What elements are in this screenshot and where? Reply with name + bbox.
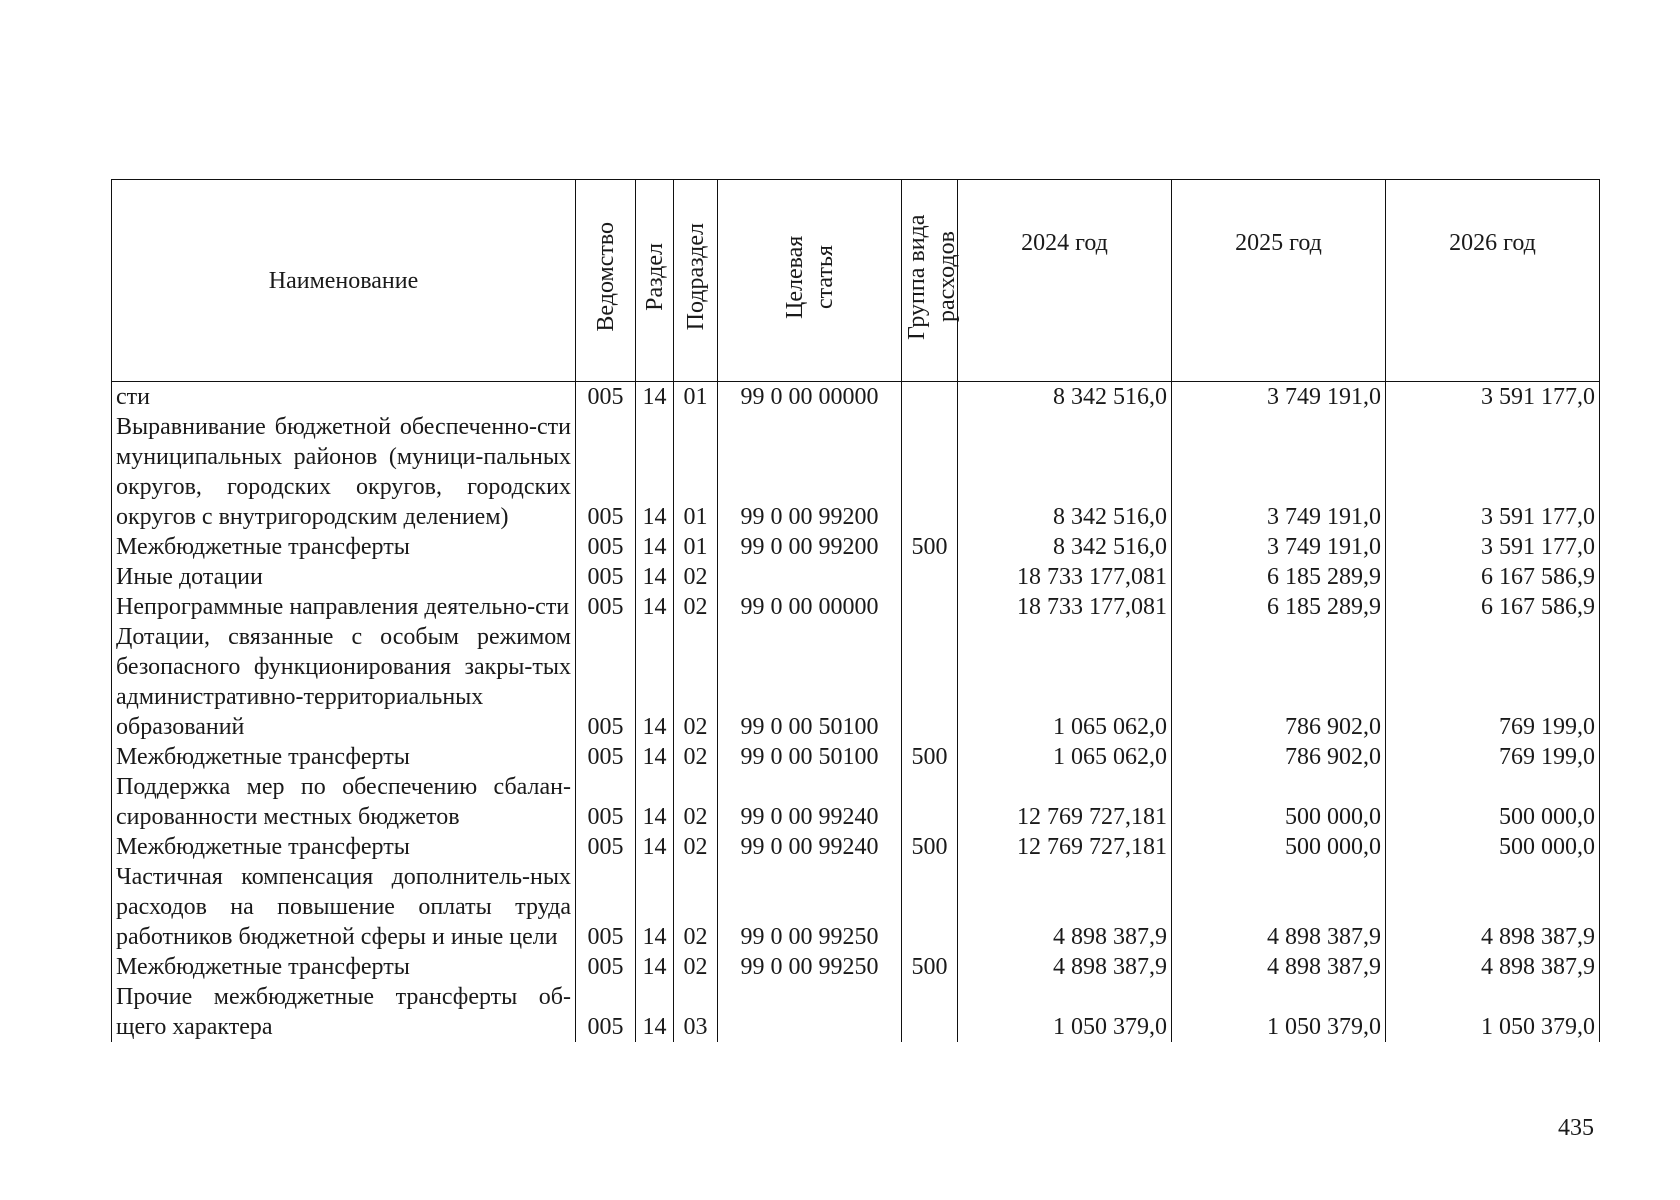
row-name: Непрограммные направления деятельно-сти <box>112 592 576 622</box>
row-celevaya: 99 0 00 99240 <box>718 772 902 832</box>
row-gruppa <box>902 592 958 622</box>
row-gruppa <box>902 982 958 1042</box>
row-podrazdel: 02 <box>674 772 718 832</box>
row-gruppa: 500 <box>902 832 958 862</box>
row-vedomstvo: 005 <box>576 772 636 832</box>
row-celevaya <box>718 982 902 1042</box>
row-value-2026: 4 898 387,9 <box>1386 952 1600 982</box>
row-value-2025: 786 902,0 <box>1172 742 1386 772</box>
row-celevaya: 99 0 00 00000 <box>718 382 902 413</box>
row-celevaya: 99 0 00 00000 <box>718 592 902 622</box>
row-value-2025: 3 749 191,0 <box>1172 532 1386 562</box>
row-razdel: 14 <box>636 382 674 413</box>
table-row <box>112 622 1600 742</box>
row-name: Иные дотации <box>112 562 576 592</box>
table-row <box>112 532 1600 562</box>
header-gruppa: Группа вида расходов <box>902 180 958 382</box>
row-value-2024: 8 342 516,0 <box>958 412 1172 532</box>
row-podrazdel: 03 <box>674 982 718 1042</box>
row-value-2026: 1 050 379,0 <box>1386 982 1600 1042</box>
row-razdel: 14 <box>636 862 674 952</box>
row-podrazdel: 02 <box>674 562 718 592</box>
row-gruppa <box>902 412 958 532</box>
row-vedomstvo: 005 <box>576 982 636 1042</box>
row-vedomstvo: 005 <box>576 862 636 952</box>
table-row <box>112 742 1600 772</box>
row-value-2026: 6 167 586,9 <box>1386 592 1600 622</box>
table-row <box>112 592 1600 622</box>
table-row <box>112 862 1600 952</box>
row-gruppa <box>902 862 958 952</box>
row-value-2024: 12 769 727,181 <box>958 772 1172 832</box>
row-value-2026: 3 591 177,0 <box>1386 532 1600 562</box>
row-value-2026: 6 167 586,9 <box>1386 562 1600 592</box>
row-value-2026: 500 000,0 <box>1386 832 1600 862</box>
table-row <box>112 952 1600 982</box>
row-razdel: 14 <box>636 832 674 862</box>
row-value-2024: 4 898 387,9 <box>958 862 1172 952</box>
header-razdel: Раздел <box>636 180 674 382</box>
row-name: Дотации, связанные с особым режимом безопасного функционирования закры-тых административно-территориальных образований <box>112 622 576 742</box>
row-podrazdel: 01 <box>674 382 718 413</box>
row-razdel: 14 <box>636 622 674 742</box>
row-podrazdel: 01 <box>674 532 718 562</box>
row-razdel: 14 <box>636 982 674 1042</box>
table-row <box>112 562 1600 592</box>
row-podrazdel: 02 <box>674 952 718 982</box>
row-razdel: 14 <box>636 412 674 532</box>
row-name: Межбюджетные трансферты <box>112 532 576 562</box>
header-2026: 2026 год <box>1386 180 1600 382</box>
table-row <box>112 382 1600 413</box>
row-razdel: 14 <box>636 952 674 982</box>
row-value-2025: 3 749 191,0 <box>1172 382 1386 413</box>
table-row <box>112 982 1600 1042</box>
row-value-2026: 4 898 387,9 <box>1386 862 1600 952</box>
row-value-2026: 3 591 177,0 <box>1386 382 1600 413</box>
row-vedomstvo: 005 <box>576 412 636 532</box>
row-value-2025: 6 185 289,9 <box>1172 592 1386 622</box>
row-vedomstvo: 005 <box>576 952 636 982</box>
row-name: Частичная компенсация дополнитель-ных расходов на повышение оплаты труда работников бюджетной сферы и иные цели <box>112 862 576 952</box>
row-gruppa <box>902 772 958 832</box>
row-razdel: 14 <box>636 772 674 832</box>
row-razdel: 14 <box>636 532 674 562</box>
table-row <box>112 412 1600 532</box>
row-value-2026: 769 199,0 <box>1386 622 1600 742</box>
row-celevaya: 99 0 00 50100 <box>718 622 902 742</box>
row-value-2024: 18 733 177,081 <box>958 562 1172 592</box>
header-2025: 2025 год <box>1172 180 1386 382</box>
row-name: сти <box>112 382 576 413</box>
row-value-2024: 1 065 062,0 <box>958 622 1172 742</box>
row-vedomstvo: 005 <box>576 532 636 562</box>
row-value-2024: 12 769 727,181 <box>958 832 1172 862</box>
header-2024: 2024 год <box>958 180 1172 382</box>
row-celevaya: 99 0 00 50100 <box>718 742 902 772</box>
row-value-2024: 4 898 387,9 <box>958 952 1172 982</box>
header-celevaya: Целевая статья <box>718 180 902 382</box>
row-razdel: 14 <box>636 742 674 772</box>
row-name: Выравнивание бюджетной обеспеченно-сти муниципальных районов (муници-пальных округов, городских округов, городских округов с внутригородским делением) <box>112 412 576 532</box>
row-value-2025: 4 898 387,9 <box>1172 862 1386 952</box>
page-number: 435 <box>1558 1115 1594 1141</box>
row-value-2026: 769 199,0 <box>1386 742 1600 772</box>
row-podrazdel: 02 <box>674 742 718 772</box>
row-name: Поддержка мер по обеспечению сбалан-сированности местных бюджетов <box>112 772 576 832</box>
row-gruppa <box>902 562 958 592</box>
row-vedomstvo: 005 <box>576 382 636 413</box>
row-gruppa: 500 <box>902 952 958 982</box>
table-header-row <box>112 180 1600 382</box>
row-name: Межбюджетные трансферты <box>112 742 576 772</box>
row-vedomstvo: 005 <box>576 742 636 772</box>
header-podrazdel: Подраздел <box>674 180 718 382</box>
row-value-2024: 1 050 379,0 <box>958 982 1172 1042</box>
header-name: Наименование <box>112 180 576 382</box>
row-celevaya: 99 0 00 99250 <box>718 952 902 982</box>
row-value-2025: 786 902,0 <box>1172 622 1386 742</box>
row-celevaya: 99 0 00 99250 <box>718 862 902 952</box>
row-razdel: 14 <box>636 562 674 592</box>
row-value-2024: 18 733 177,081 <box>958 592 1172 622</box>
row-podrazdel: 01 <box>674 412 718 532</box>
row-podrazdel: 02 <box>674 592 718 622</box>
row-name: Межбюджетные трансферты <box>112 952 576 982</box>
row-podrazdel: 02 <box>674 862 718 952</box>
row-value-2025: 500 000,0 <box>1172 832 1386 862</box>
row-value-2024: 8 342 516,0 <box>958 382 1172 413</box>
row-celevaya <box>718 562 902 592</box>
row-celevaya: 99 0 00 99240 <box>718 832 902 862</box>
table-row <box>112 772 1600 832</box>
budget-table <box>111 179 1600 1042</box>
row-gruppa <box>902 622 958 742</box>
row-value-2024: 1 065 062,0 <box>958 742 1172 772</box>
table-row <box>112 832 1600 862</box>
row-value-2025: 500 000,0 <box>1172 772 1386 832</box>
row-podrazdel: 02 <box>674 832 718 862</box>
table-body <box>112 382 1600 1043</box>
row-value-2024: 8 342 516,0 <box>958 532 1172 562</box>
row-gruppa: 500 <box>902 532 958 562</box>
row-value-2025: 6 185 289,9 <box>1172 562 1386 592</box>
row-value-2025: 3 749 191,0 <box>1172 412 1386 532</box>
row-celevaya: 99 0 00 99200 <box>718 532 902 562</box>
row-value-2026: 500 000,0 <box>1386 772 1600 832</box>
row-vedomstvo: 005 <box>576 562 636 592</box>
row-razdel: 14 <box>636 592 674 622</box>
row-vedomstvo: 005 <box>576 622 636 742</box>
row-gruppa <box>902 382 958 413</box>
header-vedomstvo: Ведомство <box>576 180 636 382</box>
row-gruppa: 500 <box>902 742 958 772</box>
row-podrazdel: 02 <box>674 622 718 742</box>
row-value-2026: 3 591 177,0 <box>1386 412 1600 532</box>
row-celevaya: 99 0 00 99200 <box>718 412 902 532</box>
row-name: Межбюджетные трансферты <box>112 832 576 862</box>
row-vedomstvo: 005 <box>576 832 636 862</box>
row-vedomstvo: 005 <box>576 592 636 622</box>
row-value-2025: 1 050 379,0 <box>1172 982 1386 1042</box>
row-name: Прочие межбюджетные трансферты об-щего характера <box>112 982 576 1042</box>
row-value-2025: 4 898 387,9 <box>1172 952 1386 982</box>
